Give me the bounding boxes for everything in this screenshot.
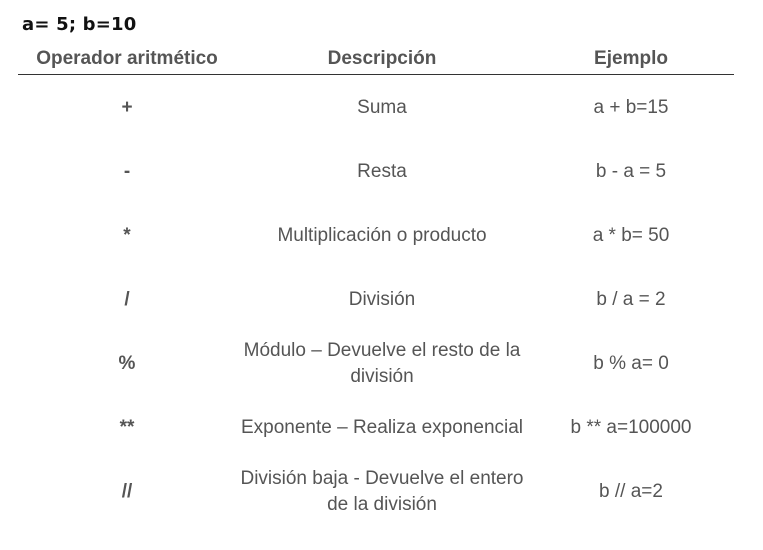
header-operator: Operador aritmético — [36, 48, 218, 69]
description-cell: Módulo – Devuelve el resto de la división — [243, 340, 521, 387]
table-row — [18, 460, 734, 524]
example-cell: b ** a=100000 — [570, 417, 692, 438]
operator-cell: // — [121, 481, 133, 502]
operator-cell: % — [118, 353, 136, 374]
description-cell: Resta — [357, 161, 407, 182]
table-row — [18, 204, 734, 268]
table-row — [18, 396, 734, 460]
table-row — [18, 76, 734, 140]
example-cell: a + b=15 — [593, 97, 669, 118]
description-cell: Exponente – Realiza exponencial — [240, 417, 524, 438]
operator-cell: / — [124, 289, 130, 310]
header-description: Descripción — [327, 48, 437, 69]
operator-cell: - — [123, 161, 131, 182]
table-body — [18, 76, 734, 524]
description-cell: Suma — [357, 97, 407, 118]
table-row — [18, 332, 734, 396]
description-cell: División — [348, 289, 416, 310]
header-example: Ejemplo — [594, 48, 668, 69]
example-cell: b // a=2 — [599, 481, 663, 502]
operator-cell: ** — [119, 417, 135, 438]
description-cell: Multiplicación o producto — [277, 225, 487, 246]
table-row — [18, 268, 734, 332]
operator-cell: * — [123, 225, 131, 246]
operators-table — [18, 44, 734, 515]
example-cell: b / a = 2 — [596, 289, 666, 310]
table-header — [18, 44, 734, 75]
example-cell: b - a = 5 — [595, 161, 667, 182]
description-cell: División baja - Devuelve el entero de la división — [240, 468, 524, 515]
operator-cell: + — [121, 97, 133, 118]
example-cell: b % a= 0 — [593, 353, 669, 374]
table-row — [18, 140, 734, 204]
variables-caption: a= 5; b=10 — [22, 14, 137, 35]
example-cell: a * b= 50 — [592, 225, 670, 246]
